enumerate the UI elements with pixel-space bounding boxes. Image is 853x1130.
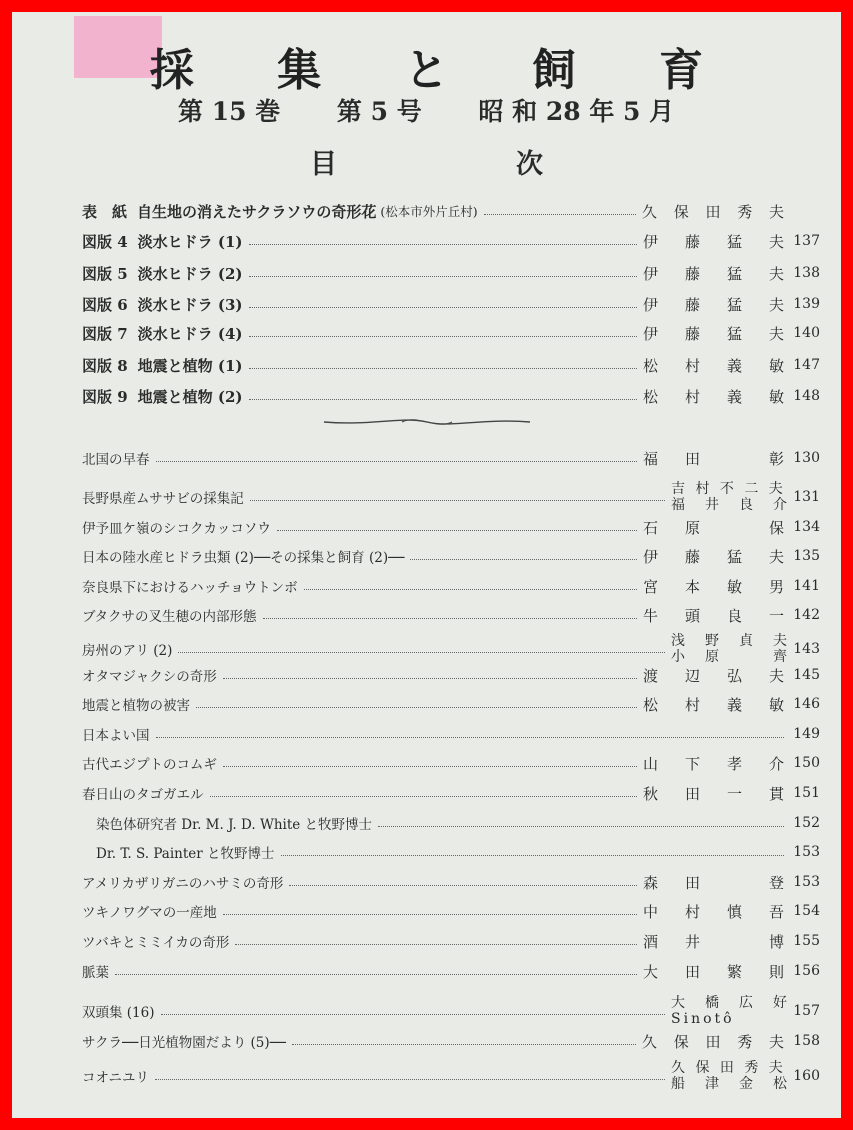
article-title: ツバキとミミイカの奇形 (82, 935, 230, 951)
article-row (82, 514, 820, 540)
article-row (82, 691, 820, 717)
leader-dots (292, 1044, 636, 1045)
article-author: 福 井 良 介 (671, 497, 790, 513)
leader-dots (289, 885, 637, 886)
leader-dots (249, 336, 637, 337)
plate-row (82, 260, 820, 286)
article-title: 染色体研究者 Dr. M. J. D. White と牧野博士 (96, 817, 373, 833)
leader-dots (249, 307, 637, 308)
leader-dots (155, 1079, 665, 1080)
article-title: 伊予皿ケ嶺のシコクカッコソウ (82, 521, 271, 537)
leader-dots (249, 368, 637, 369)
article-page: 130 (793, 450, 820, 466)
article-title: 双頭集 (16) (82, 1005, 155, 1021)
article-page: 146 (793, 696, 820, 712)
article-title: 春日山のタゴガエル (82, 787, 204, 803)
plate-author: 伊 藤 猛 夫 (642, 324, 790, 343)
article-page: 152 (793, 815, 820, 831)
article-author: 船 津 金 松 (671, 1076, 790, 1092)
article-row (96, 810, 820, 836)
article-page: 149 (793, 726, 820, 742)
article-page: 153 (793, 874, 820, 890)
article-row (82, 480, 820, 514)
article-title: 北国の早春 (82, 452, 150, 468)
article-row (82, 662, 820, 688)
article-author: 小 原 齊 (671, 649, 790, 665)
plate-author: 伊 藤 猛 夫 (642, 264, 790, 283)
plate-page: 148 (793, 388, 820, 404)
article-row (82, 869, 820, 895)
article-row (82, 958, 820, 984)
leader-dots (161, 1014, 665, 1015)
article-row (82, 543, 820, 569)
plate-page: 139 (793, 296, 820, 312)
article-page: 153 (793, 844, 820, 860)
leader-dots (249, 244, 637, 245)
leader-dots (115, 974, 637, 975)
article-row (82, 632, 820, 666)
plate-label: 図版 9 (82, 387, 128, 406)
article-author: 吉 村 不 二 夫 (671, 481, 786, 497)
leader-dots (277, 530, 637, 531)
article-row (82, 994, 820, 1028)
article-title: 房州のアリ (2) (82, 643, 173, 659)
article-page: 142 (793, 607, 820, 623)
plate-title: 淡水ヒドラ (4) (137, 324, 243, 343)
plate-page: 138 (793, 265, 820, 281)
article-title: コオニユリ (82, 1070, 149, 1086)
article-title: 奈良県下におけるハッチョウトンボ (82, 580, 298, 596)
article-page: 157 (793, 1003, 820, 1019)
article-author: 石 原 保 (642, 518, 790, 537)
volume-label: 第 15 巻 (178, 97, 281, 126)
article-title: アメリカザリガニのハサミの奇形 (82, 876, 284, 892)
article-title: 脈葉 (82, 965, 109, 981)
article-author: 浅 野 貞 夫 (671, 633, 790, 649)
plate-note: (松本市外片丘村) (380, 204, 478, 219)
leader-dots (223, 914, 637, 915)
issue-label: 第 5 号 (336, 97, 422, 126)
article-author: 久 保 田 秀 夫 (671, 1060, 786, 1076)
article-author: 久 保 田 秀 夫 (641, 1032, 790, 1051)
article-title: ツキノワグマの一産地 (82, 905, 217, 921)
article-author: 中 村 慎 吾 (642, 902, 790, 921)
leader-dots (378, 826, 784, 827)
article-page: 143 (793, 641, 820, 657)
toc-heading: 目 次 (310, 149, 619, 180)
article-author: 山 下 孝 介 (642, 754, 790, 773)
article-author: 大 田 繁 則 (642, 962, 790, 981)
plate-row (82, 291, 820, 317)
leader-dots (250, 500, 665, 501)
article-page: 155 (793, 933, 820, 949)
article-page: 141 (793, 578, 820, 594)
leader-dots (223, 678, 637, 679)
article-row (96, 839, 820, 865)
article-row (82, 1059, 820, 1093)
plate-label: 図版 4 (82, 232, 128, 251)
leader-dots (178, 652, 665, 653)
leader-dots (281, 855, 784, 856)
article-author: 牛 頭 良 一 (642, 606, 790, 625)
article-title: ブタクサの叉生穂の内部形態 (82, 609, 257, 625)
leader-dots (210, 796, 637, 797)
plate-title: 地震と植物 (2) (137, 387, 243, 406)
plate-title: 地震と植物 (1) (137, 356, 243, 375)
plate-author: 伊 藤 猛 夫 (642, 295, 790, 314)
article-author: 森 田 登 (642, 873, 790, 892)
article-row (82, 780, 820, 806)
article-authors (671, 995, 790, 1027)
article-row (82, 573, 820, 599)
plate-title: 淡水ヒドラ (3) (137, 295, 243, 314)
article-author: 秋 田 一 貫 (642, 784, 790, 803)
article-page: 160 (793, 1068, 820, 1084)
article-author: 松 村 義 敏 (642, 695, 790, 714)
plate-author: 久 保 田 秀 夫 (641, 202, 790, 221)
leader-dots (410, 559, 637, 560)
plate-row (82, 352, 820, 378)
leader-dots (196, 707, 637, 708)
article-row (82, 928, 820, 954)
leader-dots (249, 276, 637, 277)
leader-dots (156, 737, 785, 738)
plate-label: 図版 6 (82, 295, 128, 314)
article-author: 渡 辺 弘 夫 (642, 666, 790, 685)
article-title: 地震と植物の被害 (82, 698, 190, 714)
leader-dots (304, 589, 637, 590)
leader-dots (249, 399, 637, 400)
plate-title: 淡水ヒドラ (1) (137, 232, 243, 251)
article-title: 日本よい国 (82, 728, 150, 744)
article-authors (671, 481, 790, 513)
article-page: 158 (793, 1033, 820, 1049)
article-row (82, 1028, 820, 1054)
leader-dots (156, 461, 637, 462)
article-row (82, 898, 820, 924)
plate-label: 図版 7 (82, 324, 128, 343)
plate-page: 147 (793, 357, 820, 373)
plate-title: 淡水ヒドラ (2) (137, 264, 243, 283)
article-page: 156 (793, 963, 820, 979)
leader-dots (223, 766, 637, 767)
divider-ornament (322, 412, 532, 432)
article-title: サクラ──日光植物園だより (5)── (82, 1035, 286, 1051)
plate-author: 松 村 義 敏 (642, 387, 790, 406)
article-row (82, 602, 820, 628)
article-title: 日本の陸水産ヒドラ虫類 (2)──その採集と飼育 (2)── (82, 550, 405, 566)
article-author: 伊 藤 猛 夫 (642, 547, 790, 566)
article-page: 134 (793, 519, 820, 535)
article-author: Sinotô (671, 1011, 735, 1027)
article-row (82, 721, 820, 747)
article-title: 長野県産ムササビの採集記 (82, 491, 244, 507)
article-page: 131 (793, 489, 820, 505)
article-page: 150 (793, 755, 820, 771)
plate-page: 137 (793, 233, 820, 249)
article-page: 151 (793, 785, 820, 801)
article-title: オタマジャクシの奇形 (82, 669, 217, 685)
article-page: 145 (793, 667, 820, 683)
plate-row (82, 198, 820, 224)
article-author: 大 橋 広 好 (671, 995, 790, 1011)
issue-line (178, 92, 722, 128)
article-author: 酒 井 博 (642, 932, 790, 951)
article-row (82, 445, 820, 471)
article-title: Dr. T. S. Painter と牧野博士 (96, 846, 275, 862)
plate-page: 140 (793, 325, 820, 341)
plate-row (82, 320, 820, 346)
article-page: 135 (793, 548, 820, 564)
journal-title: 採 集 と 飼 育 (149, 45, 738, 96)
article-author: 福 田 彰 (642, 449, 790, 468)
leader-dots (484, 214, 636, 215)
plate-title: 自生地の消えたサクラソウの奇形花 (137, 202, 377, 221)
article-authors (671, 633, 790, 665)
article-authors (671, 1060, 790, 1092)
plate-author: 松 村 義 敏 (642, 356, 790, 375)
article-row (82, 750, 820, 776)
plate-row (82, 228, 820, 254)
plate-row (82, 383, 820, 409)
plate-author: 伊 藤 猛 夫 (642, 232, 790, 251)
leader-dots (235, 944, 637, 945)
article-author: 宮 本 敏 男 (642, 577, 790, 596)
plate-label: 表 紙 (82, 202, 128, 221)
article-title: 古代エジプトのコムギ (82, 757, 217, 773)
plate-label: 図版 5 (82, 264, 128, 283)
article-page: 154 (793, 903, 820, 919)
document-page (12, 12, 841, 1118)
leader-dots (263, 618, 637, 619)
plate-label: 図版 8 (82, 356, 128, 375)
date-label: 昭 和 28 年 5 月 (478, 97, 675, 126)
